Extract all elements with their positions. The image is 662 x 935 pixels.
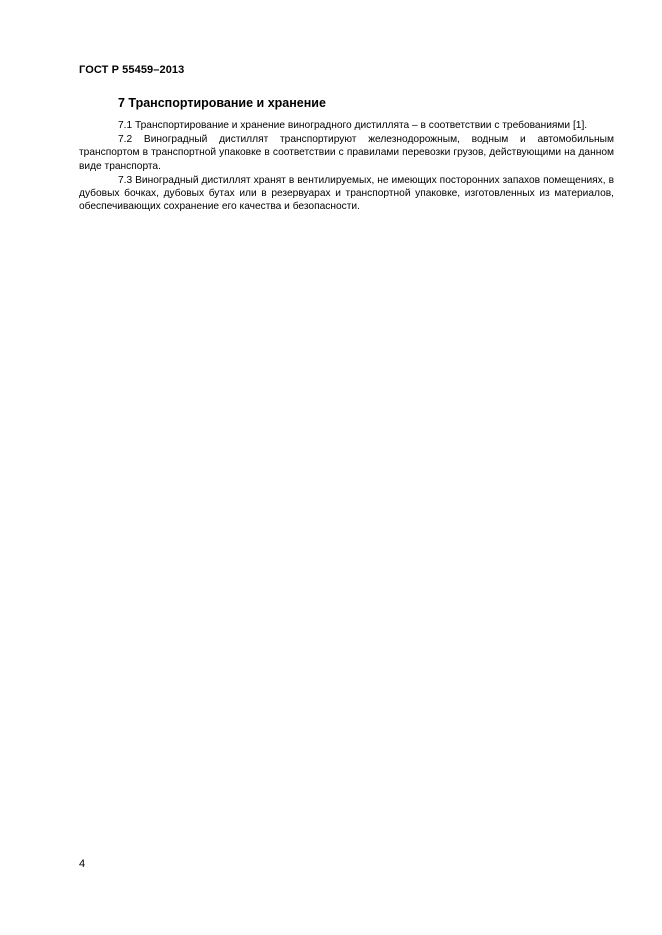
paragraph-7-3: 7.3 Виноградный дистиллят хранят в вентилируемых, не имеющих посторонних запахов помещениях, в дубовых бочках, дубовых бутах или в резервуарах и транспортной упаковке, изготовленных из материалов, обеспечивающих сохранение его качества и безопасности. [79, 174, 614, 213]
section-transport-storage [79, 95, 614, 213]
section-title: 7 Транспортирование и хранение [118, 96, 326, 110]
document-code-header: ГОСТ Р 55459–2013 [79, 64, 185, 76]
paragraph-7-2: 7.2 Виноградный дистиллят транспортируют железнодорожным, водным и автомобильным транспортом в транспортной упаковке в соответствии с правилами перевозки грузов, действующими на данном виде транспорта. [79, 134, 614, 172]
page-number: 4 [79, 858, 86, 870]
paragraph-7-1: 7.1 Транспортирование и хранение виноградного дистиллята – в соответствии с требованиями [1]. [118, 120, 588, 131]
